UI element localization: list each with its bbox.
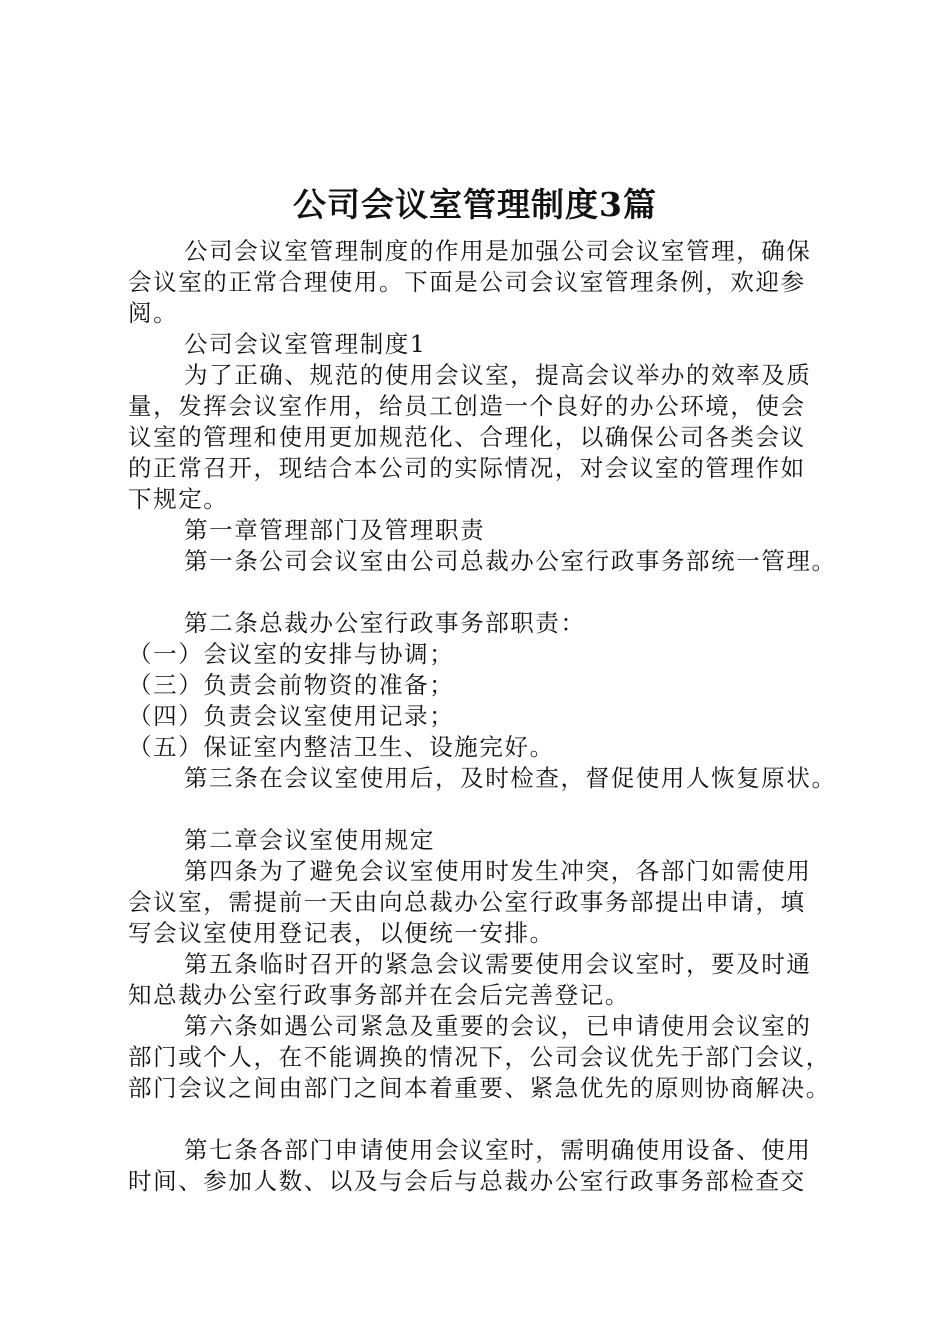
paragraph-line: 第一条公司会议室由公司总裁办公室行政事务部统一管理。 (184, 547, 837, 575)
list-item: （三）负责会前物资的准备； (128, 671, 455, 699)
paragraph-line: 下规定。 (128, 485, 229, 513)
paragraph-line: 阅。 (128, 299, 179, 327)
paragraph-line: 第三条在会议室使用后，及时检查，督促使用人恢复原状。 (184, 764, 837, 792)
paragraph-line: 第五条临时召开的紧急会议需要使用会议室时，要及时通 (184, 950, 812, 978)
blank-line (128, 577, 856, 608)
paragraph-line: 时间、参加人数、以及与会后与总裁办公室行政事务部检查交 (128, 1167, 806, 1195)
paragraph-line: 会议室，需提前一天由向总裁办公室行政事务部提出申请，填 (128, 888, 806, 916)
paragraph-line: 会议室的正常合理使用。下面是公司会议室管理条例，欢迎参 (128, 268, 806, 296)
paragraph-line: 的正常召开，现结合本公司的实际情况，对会议室的管理作如 (128, 454, 806, 482)
list-item: （一）会议室的安排与协调； (128, 640, 455, 668)
paragraph-line: 第四条为了避免会议室使用时发生冲突，各部门如需使用 (184, 857, 812, 885)
chapter-heading: 第一章管理部门及管理职责 (184, 516, 486, 544)
paragraph-line: 议室的管理和使用更加规范化、合理化，以确保公司各类会议 (128, 423, 806, 451)
paragraph-line: 公司会议室管理制度的作用是加强公司会议室管理，确保 (184, 237, 812, 265)
paragraph-line: 第七条各部门申请使用会议室时，需明确使用设备、使用 (184, 1136, 812, 1164)
document-title: 公司会议室管理制度3篇 (293, 185, 657, 224)
blank-line (128, 1104, 856, 1135)
blank-line (128, 794, 856, 825)
paragraph-line: 部门或个人，在不能调换的情况下，公司会议优先于部门会议， (128, 1043, 831, 1071)
paragraph-line: 写会议室使用登记表，以便统一安排。 (128, 919, 555, 947)
paragraph-line: 为了正确、规范的使用会议室，提高会议举办的效率及质 (184, 361, 812, 389)
list-item: （五）保证室内整洁卫生、设施完好。 (128, 733, 555, 761)
paragraph-line: 部门会议之间由部门之间本着重要、紧急优先的原则协商解决。 (128, 1074, 831, 1102)
paragraph-line: 量，发挥会议室作用，给员工创造一个良好的办公环境，使会 (128, 392, 806, 420)
chapter-heading: 第二章会议室使用规定 (184, 826, 435, 854)
paragraph-line: 第六条如遇公司紧急及重要的会议，已申请使用会议室的 (184, 1012, 812, 1040)
list-item: （四）负责会议室使用记录； (128, 702, 455, 730)
paragraph-line: 知总裁办公室行政事务部并在会后完善登记。 (128, 981, 630, 1009)
document-body (128, 236, 856, 1197)
paragraph-line: 第二条总裁办公室行政事务部职责： (184, 609, 586, 637)
section-heading: 公司会议室管理制度1 (184, 330, 427, 358)
